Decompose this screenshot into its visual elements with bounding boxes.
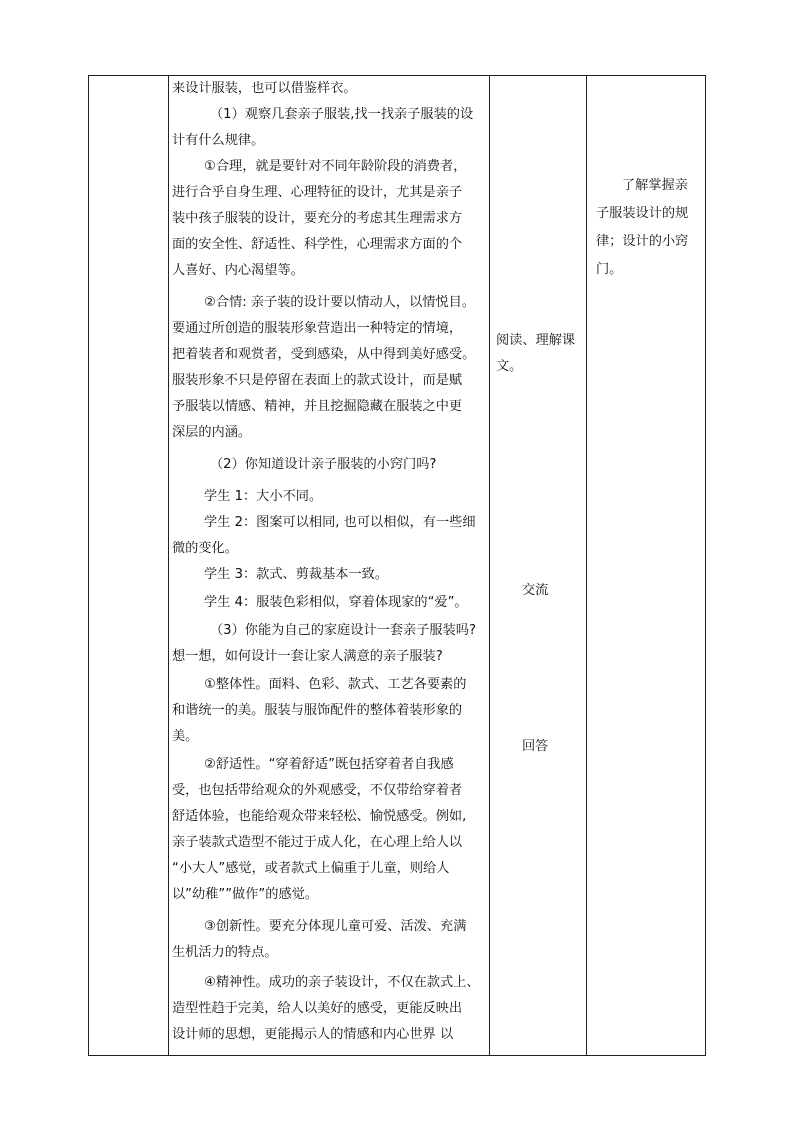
content-line: 学生 4：服装色彩相似，穿着体现家的“爱”。: [204, 595, 468, 610]
activity-line: 阅读、理解课: [496, 333, 576, 348]
activity-line: 文。: [496, 359, 523, 374]
content-line: “小大人”感觉，或者款式上偏重于儿童，则给人: [172, 861, 450, 876]
content-line: 学生 3：款式、剪裁基本一致。: [204, 567, 389, 582]
content-line: 要通过所创造的服装形象营造出一种特定的情境，: [172, 321, 463, 336]
student-activity-answer: 回答: [522, 739, 549, 754]
column-divider: [489, 76, 490, 1055]
content-line: 予服装以情感、精神，并且挖掘隐藏在服装之中更: [172, 399, 463, 414]
content-line: 美。: [172, 729, 199, 744]
intent-line: 门。: [596, 262, 623, 277]
content-line: ②合情: 亲子装的设计要以情动人，以情悦目。: [204, 295, 476, 310]
content-line: ①整体性。面料、色彩、款式、工艺各要素的: [204, 677, 467, 692]
content-line: 深层的内涵。: [172, 425, 252, 440]
intent-line: 律；设计的小窍: [596, 234, 689, 249]
column-divider: [586, 76, 587, 1055]
content-line: 造型性趋于完美，给人以美好的感受，更能反映出: [172, 1001, 463, 1016]
content-line: 舒适体验，也能给观众带来轻松、愉悦感受。例如,: [172, 809, 467, 824]
content-line: 学生 2：图案可以相同, 也可以相似，有一些细: [204, 515, 476, 530]
intent-line: 了解掌握亲: [622, 178, 688, 193]
content-line: 来设计服装，也可以借鉴样衣。: [172, 81, 357, 96]
content-line: 服装形象不只是停留在表面上的款式设计，而是赋: [172, 373, 463, 388]
intent-line: 子服装设计的规: [596, 206, 689, 221]
content-line: 设计师的思想，更能揭示人的情感和内心世界 以: [172, 1027, 454, 1042]
content-line: 装中孩子服装的设计，要充分的考虑其生理需求方: [172, 211, 463, 226]
content-line: ①合理，就是要针对不同年龄阶段的消费者，: [204, 159, 467, 174]
content-line: 微的变化。: [172, 541, 238, 556]
content-line: 亲子装款式造型不能过于成人化，在心理上给人以: [172, 835, 463, 850]
content-line: 进行合乎自身生理、心理特征的设计，尤其是亲子: [172, 185, 463, 200]
content-line: 受，也包括带给观众的外观感受，不仅带给穿着者: [172, 783, 463, 798]
content-line: 人喜好、内心渴望等。: [172, 263, 304, 278]
content-line: 以”幼稚””做作”的感觉。: [172, 887, 319, 902]
student-activity-read: [496, 328, 575, 380]
content-line: ④精神性。成功的亲子装设计，不仅在款式上、: [204, 975, 480, 990]
content-line: 把着装者和观赏者，受到感染，从中得到美好感受。: [172, 347, 476, 362]
student-activity-discuss: 交流: [522, 583, 549, 598]
content-line: 想一想，如何设计一套让家人满意的亲子服装?: [172, 649, 443, 664]
content-line: 面的安全性、舒适性、科学性，心理需求方面的个: [172, 237, 463, 252]
column-divider: [168, 76, 169, 1055]
design-intent: [596, 172, 706, 284]
content-line: 学生 1：大小不同。: [204, 489, 323, 504]
content-line: （1）观察几套亲子服装,找一找亲子服装的设: [210, 107, 474, 122]
content-line: （2）你知道设计亲子服装的小窍门吗?: [210, 457, 437, 472]
content-line: （3）你能为自己的家庭设计一套亲子服装吗?: [210, 623, 476, 638]
content-line: ②舒适性。“穿着舒适”既包括穿着者自我感: [204, 757, 454, 772]
content-line: 和谐统一的美。服装与服饰配件的整体着装形象的: [172, 703, 463, 718]
content-line: 计有什么规律。: [172, 133, 265, 148]
content-line: 生机活力的特点。: [172, 945, 278, 960]
content-line: ③创新性。要充分体现儿童可爱、活泼、充满: [204, 919, 467, 934]
